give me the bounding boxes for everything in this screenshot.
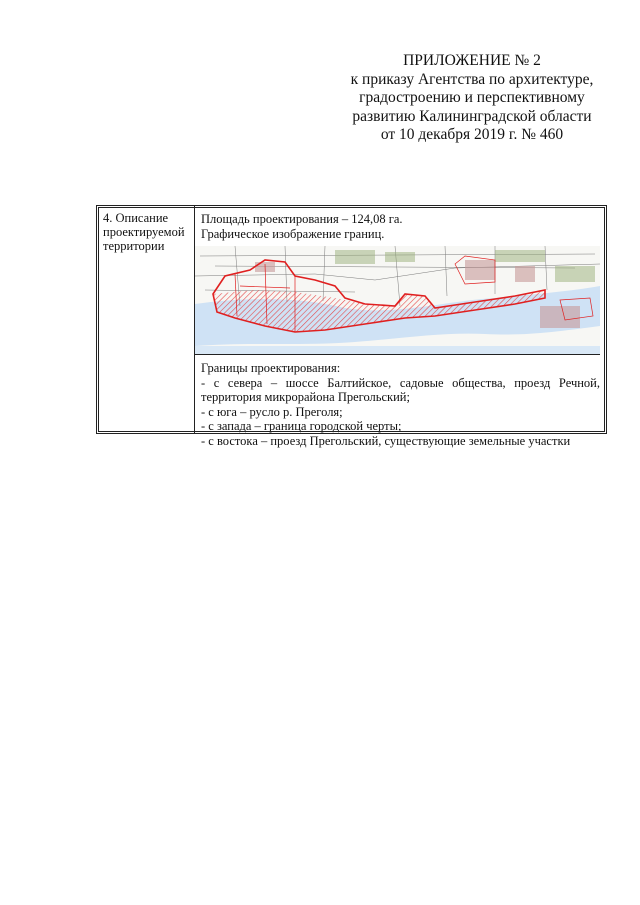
row-label-cell [97,206,195,433]
order-date-number: от 10 декабря 2019 г. № 460 [380,126,564,143]
row-label-line: территории [103,239,165,253]
boundary-south: - с юга – русло р. Преголя; [201,404,343,419]
boundary-north: - с севера – шоссе Балтийское, садовые общества, проезд Речной, [201,375,600,390]
boundaries-description [201,361,600,448]
description-table [96,205,607,448]
order-reference-line1: к приказу Агентства по архитектуре, [350,70,594,88]
order-reference-line2: градостроению и перспективному [359,89,585,106]
boundary-east: - с востока – проезд Прегольский, существующие земельные участки [201,433,571,448]
document-header [332,52,612,145]
row-label-line: 4. Описание [103,211,169,225]
graphic-caption: Графическое изображение границ. [201,227,385,241]
territory-boundary-map [195,246,600,355]
design-area: Площадь проектирования – 124,08 га. [201,212,403,226]
row-content-cell [195,206,606,448]
boundary-west: - с запада – граница городской черты; [201,419,402,433]
row-label-line: проектируемой [103,225,185,239]
order-reference-line3: развитию Калининградской области [352,107,592,125]
boundary-north-cont: территория микрорайона Прегольский; [201,390,410,404]
boundaries-title: Границы проектирования: [201,361,341,375]
appendix-title: ПРИЛОЖЕНИЕ № 2 [403,52,541,69]
